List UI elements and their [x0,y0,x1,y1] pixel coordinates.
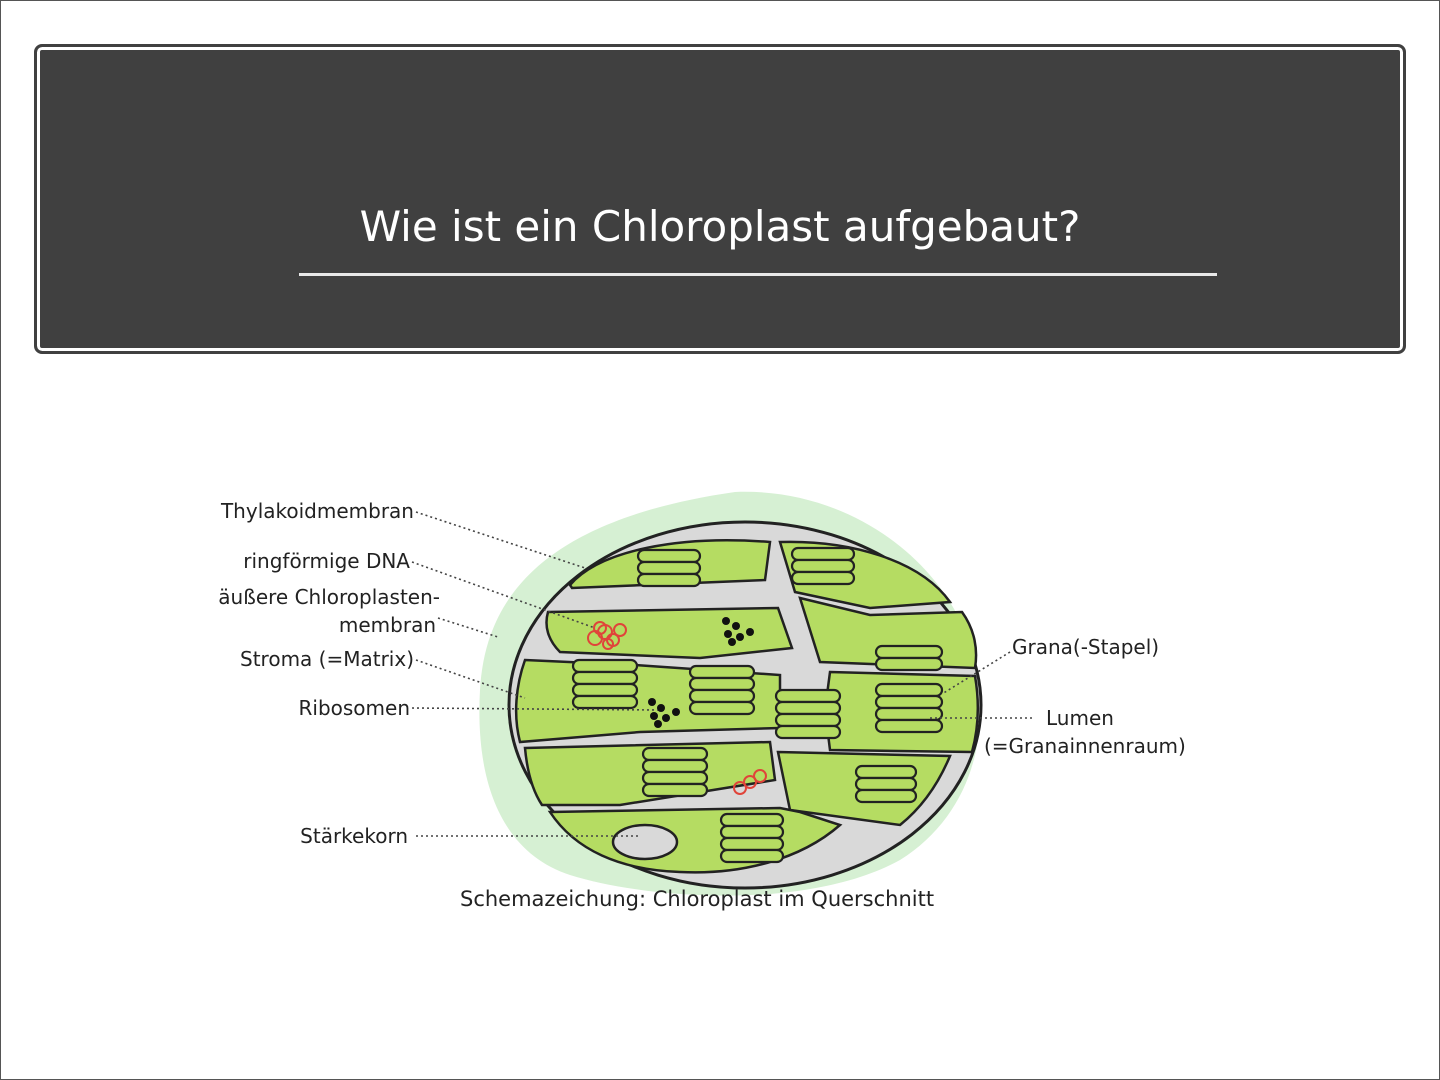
label-staerkekorn: Stärkekorn [300,824,408,848]
label-ringfoermige-dna: ringförmige DNA [243,549,410,573]
slide-title: Wie ist ein Chloroplast aufgebaut? [359,202,1081,251]
chloroplast-diagram [180,480,1240,930]
label-stroma: Stroma (=Matrix) [240,647,414,671]
title-underline [299,273,1217,276]
label-ribosomen: Ribosomen [298,696,410,720]
starch-grain [613,825,677,859]
label-lumen-line2: (=Granainnenraum) [984,734,1186,758]
label-lumen-line1: Lumen [1046,706,1114,730]
label-aeussere-membran-line1: äußere Chloroplasten- [218,585,440,609]
diagram-caption: Schemazeichung: Chloroplast im Querschnitt [460,887,935,911]
label-grana: Grana(-Stapel) [1012,635,1160,659]
label-thylakoidmembran: Thylakoidmembran [220,499,414,523]
title-panel [34,44,1406,354]
label-aeussere-membran-line2: membran [338,613,436,637]
